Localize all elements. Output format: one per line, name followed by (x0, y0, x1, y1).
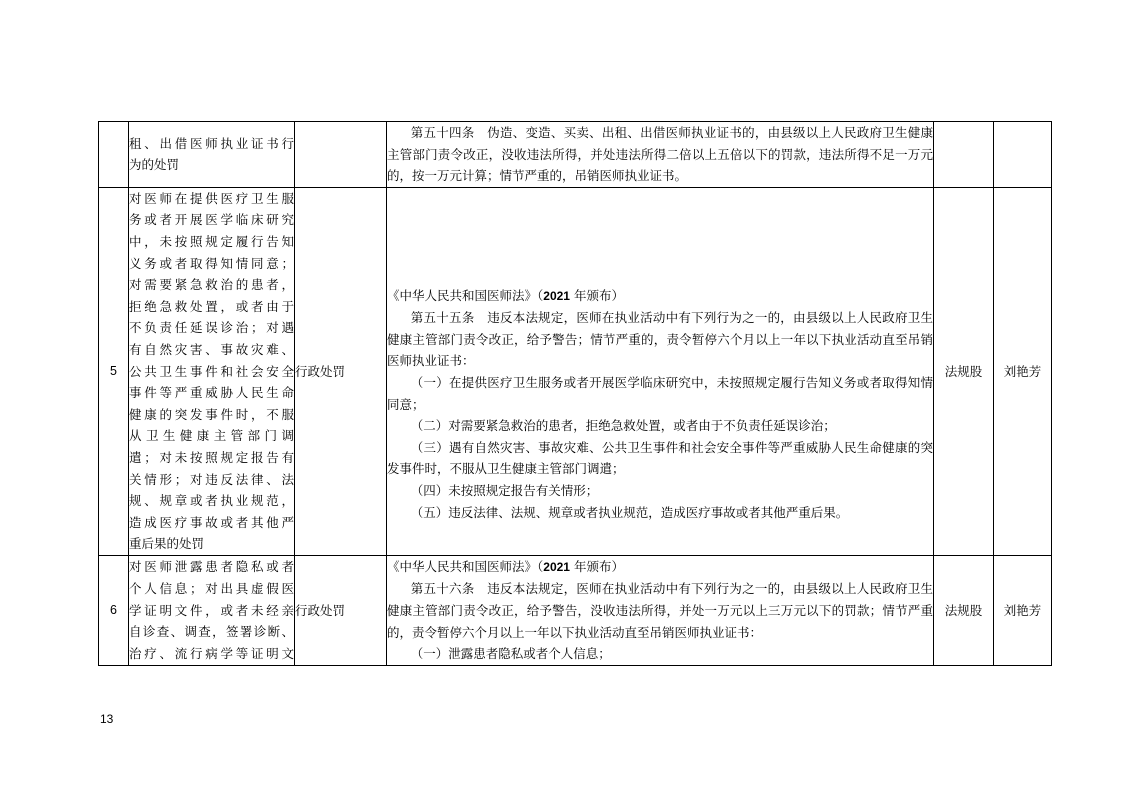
table-row (99, 187, 1052, 555)
row-number: 5 (99, 187, 129, 555)
table-row (99, 122, 1052, 188)
basis-paragraph: （一）在提供医疗卫生服务或者开展医学临床研究中，未按照规定履行告知义务或者取得知情同意； (387, 374, 933, 412)
item-name-line: 务或者开展医学临床研究 (129, 212, 294, 228)
row-number: 6 (99, 555, 129, 665)
item-name-line: 租、出借医师执业证书行 (129, 135, 294, 151)
basis-paragraph: 第五十四条 伪造、变造、买卖、出租、出借医师执业证书的，由县级以上人民政府卫生健康主管部门责令改正，没收违法所得，并处违法所得二倍以上五倍以下的罚款，违法所得不足一万元的，按一万元计算；情节严重的，吊销医师执业证书。 (387, 125, 933, 184)
table-row (99, 555, 1052, 665)
item-name-line: 对医师在提供医疗卫生服 (129, 190, 294, 206)
responsible-person: 刘艳芳 (994, 555, 1052, 665)
item-name-line: 对需要紧急救治的患者， (129, 277, 294, 293)
item-name-line: 公共卫生事件和社会安全 (129, 363, 294, 379)
row-number (99, 122, 129, 188)
legal-basis (387, 122, 934, 188)
basis-paragraph: （一）泄露患者隐私或者个人信息； (410, 646, 611, 662)
basis-paragraph: 第五十五条 违反本法规定，医师在执业活动中有下列行为之一的，由县级以上人民政府卫生健康主管部门责令改正，给予警告；情节严重的，责令暂停六个月以上一年以下执业活动直至吊销医师执业证书： (387, 310, 933, 369)
basis-paragraph: （五）违反法律、法规、规章或者执业规范，造成医疗事故或者其他严重后果。 (410, 504, 849, 520)
item-name-line: 拒绝急救处置，或者由于 (129, 298, 294, 314)
basis-paragraph: （三）遇有自然灾害、事故灾难、公共卫生事件和社会安全事件等严重威胁人民生命健康的突发事件时，不服从卫生健康主管部门调遣； (387, 439, 933, 477)
item-name (129, 122, 295, 188)
item-name (129, 555, 295, 665)
item-name-line: 规、规章或者执业规范， (129, 493, 294, 509)
basis-paragraph: （四）未按照规定报告有关情形； (410, 482, 599, 498)
responsible-dept: 法规股 (934, 555, 994, 665)
legal-basis (387, 187, 934, 555)
item-name-line: 为的处罚 (129, 157, 180, 173)
penalty-table (98, 121, 1052, 666)
item-name-line: 自诊查、调查，签署诊断、 (129, 624, 294, 640)
item-name-line: 有自然灾害、事故灾难、 (129, 341, 294, 357)
item-name-line: 中，未按照规定履行告知 (129, 233, 294, 249)
item-name-line: 个人信息；对出具虚假医 (129, 580, 294, 596)
item-name-line: 健康的突发事件时，不服 (129, 406, 294, 422)
page-number: 13 (100, 712, 114, 726)
item-name-line: 造成医疗事故或者其他严 (129, 514, 294, 530)
penalty-type (295, 122, 387, 188)
law-title: 《中华人民共和国医师法》（2021 年颁布） (387, 287, 624, 303)
item-name (129, 187, 295, 555)
item-name-line: 重后果的处罚 (129, 536, 205, 552)
item-name-line: 义务或者取得知情同意； (129, 255, 294, 271)
item-name-line: 遣；对未按照规定报告有 (129, 449, 294, 465)
item-name-line: 关情形；对违反法律、法 (129, 471, 294, 487)
responsible-dept (934, 122, 994, 188)
responsible-dept: 法规股 (934, 187, 994, 555)
item-name-line: 事件等严重威胁人民生命 (129, 385, 294, 401)
item-name-line: 治疗、流行病学等证明文 (129, 645, 294, 661)
basis-paragraph: 第五十六条 违反本法规定，医师在执业活动中有下列行为之一的，由县级以上人民政府卫生健康主管部门责令改正，给予警告，没收违法所得，并处一万元以上三万元以下的罚款；情节严重的，责令暂停六个月以上一年以下执业活动直至吊销医师执业证书： (387, 581, 933, 640)
legal-basis (387, 555, 934, 665)
item-name-line: 不负责任延误诊治；对遇 (129, 320, 294, 336)
law-title: 《中华人民共和国医师法》（2021 年颁布） (387, 558, 624, 574)
item-name-line: 从卫生健康主管部门调 (129, 428, 294, 444)
penalty-type: 行政处罚 (295, 187, 387, 555)
responsible-person: 刘艳芳 (994, 187, 1052, 555)
responsible-person (994, 122, 1052, 188)
penalty-type: 行政处罚 (295, 555, 387, 665)
item-name-line: 对医师泄露患者隐私或者 (129, 559, 294, 575)
item-name-line: 学证明文件，或者未经亲 (129, 602, 294, 618)
basis-paragraph: （二）对需要紧急救治的患者，拒绝急救处置，或者由于不负责任延误诊治； (410, 418, 836, 434)
